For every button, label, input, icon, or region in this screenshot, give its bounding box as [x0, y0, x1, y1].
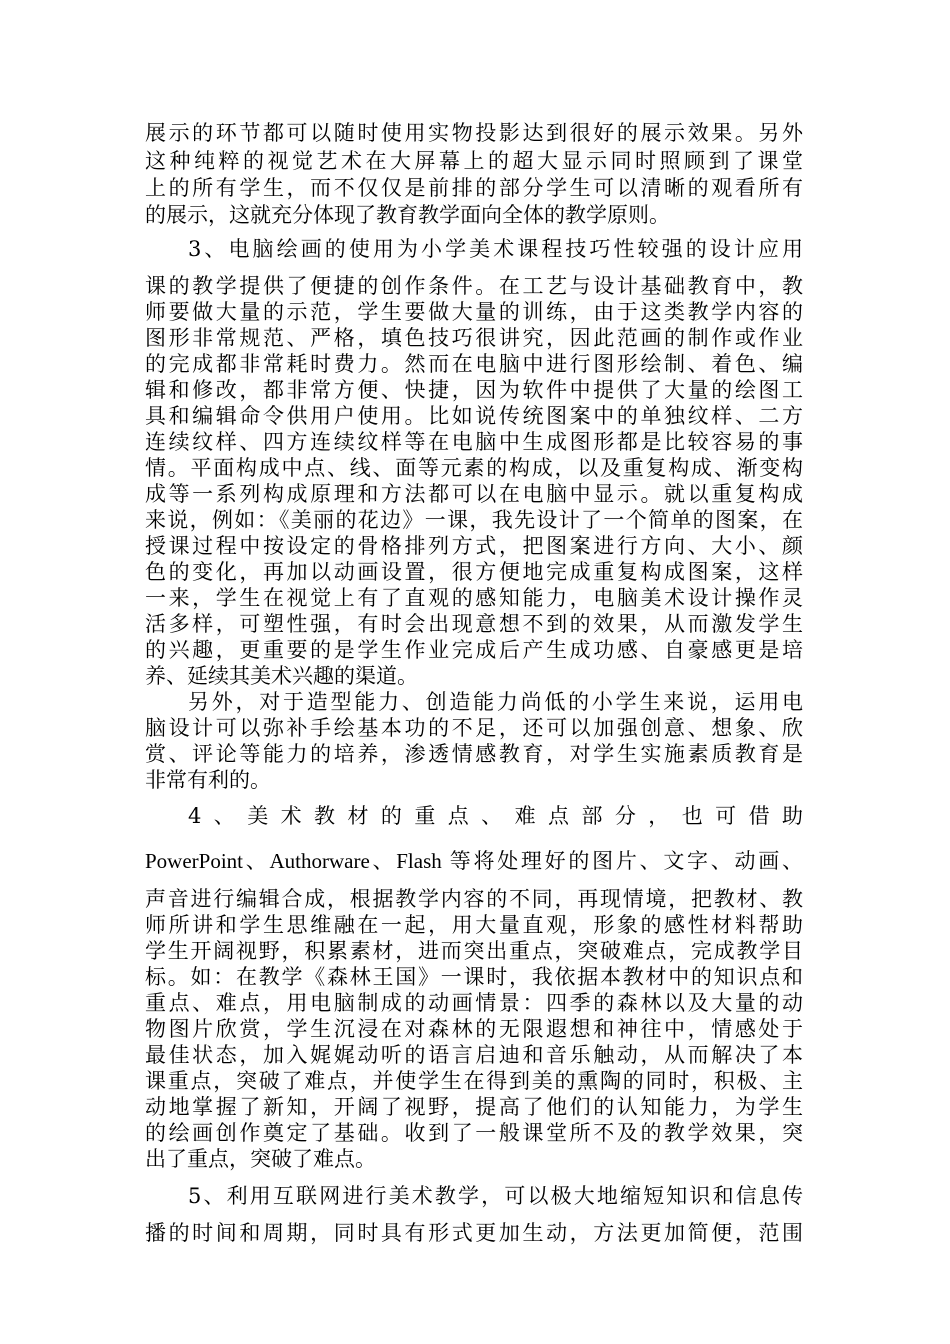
- text-line: 的兴趣，更重要的是学生作业完成后产生成功感、自豪感更是培: [145, 638, 803, 662]
- text-line: 出了重点，突破了难点。: [145, 1147, 376, 1171]
- text-line: PowerPoint、Authorware、Flash 等将处理好的图片、文字、动画、: [145, 849, 803, 873]
- text-line: 具和编辑命令供用户使用。比如说传统图案中的单独纹样、二方: [145, 404, 803, 428]
- text-line: 的展示，这就充分体现了教育教学面向全体的教学原则。: [145, 203, 670, 227]
- text-line: 另外，对于造型能力、创造能力尚低的小学生来说，运用电: [188, 690, 803, 714]
- text-line: 成等一系列构成原理和方法都可以在电脑中显示。就以重复构成: [145, 482, 803, 506]
- text-line: 授课过程中按设定的骨格排列方式，把图案进行方向、大小、颜: [145, 534, 803, 558]
- text-line: 标。如：在教学《森林王国》一课时，我依据本教材中的知识点和: [145, 965, 803, 989]
- text-line: 色的变化，再加以动画设置，很方便地完成重复构成图案，这样: [145, 560, 803, 584]
- text-line: 养、延续其美术兴趣的渠道。: [145, 664, 418, 688]
- paragraph-heading-4: 4、美术教材的重点、难点部分，也可借助: [188, 804, 803, 828]
- text-line: 声音进行编辑合成，根据教学内容的不同，再现情境，把教材、教: [145, 887, 803, 911]
- text-line: 图形非常规范、严格，填色技巧很讲究，因此范画的制作或作业: [145, 326, 803, 350]
- text-line: 辑和修改，都非常方便、快捷，因为软件中提供了大量的绘图工: [145, 378, 803, 402]
- text-line: 学生开阔视野，积累素材，进而突出重点，突破难点，完成教学目: [145, 939, 803, 963]
- paragraph-heading-5: 5、利用互联网进行美术教学，可以极大地缩短知识和信息传: [188, 1184, 803, 1208]
- text-line: 非常有利的。: [145, 768, 271, 792]
- text-line: 课重点，突破了难点，并使学生在得到美的熏陶的同时，积极、主: [145, 1069, 803, 1093]
- text-line: 物图片欣赏，学生沉浸在对森林的无限遐想和神往中，情感处于: [145, 1017, 803, 1041]
- text-line: 情。平面构成中点、线、面等元素的构成，以及重复构成、渐变构: [145, 456, 803, 480]
- text-line: 动地掌握了新知，开阔了视野，提高了他们的认知能力，为学生: [145, 1095, 803, 1119]
- text-line: 播的时间和周期，同时具有形式更加生动，方法更加简便，范围: [145, 1221, 803, 1245]
- text-line: 这种纯粹的视觉艺术在大屏幕上的超大显示同时照顾到了课堂: [145, 149, 803, 173]
- text-line: 的完成都非常耗时费力。然而在电脑中进行图形绘制、着色、编: [145, 352, 803, 376]
- text-line: 师所讲和学生思维融在一起，用大量直观，形象的感性材料帮助: [145, 913, 803, 937]
- text-line: 课的教学提供了便捷的创作条件。在工艺与设计基础教育中，教: [145, 274, 803, 298]
- text-line: 脑设计可以弥补手绘基本功的不足，还可以加强创意、想象、欣: [145, 716, 803, 740]
- text-line: 展示的环节都可以随时使用实物投影达到很好的展示效果。另外: [145, 121, 803, 145]
- text-line: 一来，学生在视觉上有了直观的感知能力，电脑美术设计操作灵: [145, 586, 803, 610]
- text-line: 来说，例如：《美丽的花边》一课，我先设计了一个简单的图案，在: [145, 508, 803, 532]
- text-line: 的绘画创作奠定了基础。收到了一般课堂所不及的教学效果，突: [145, 1121, 803, 1145]
- text-line: 师要做大量的示范，学生要做大量的训练，由于这类教学内容的: [145, 300, 803, 324]
- text-line: 活多样，可塑性强，有时会出现意想不到的效果，从而激发学生: [145, 612, 803, 636]
- text-line: 上的所有学生，而不仅仅是前排的部分学生可以清晰的观看所有: [145, 176, 803, 200]
- text-line: 连续纹样、四方连续纹样等在电脑中生成图形都是比较容易的事: [145, 430, 803, 454]
- text-line: 最佳状态，加入娓娓动听的语言启迪和音乐触动，从而解决了本: [145, 1043, 803, 1067]
- paragraph-heading-3: 3、电脑绘画的使用为小学美术课程技巧性较强的设计应用: [188, 237, 803, 261]
- text-line: 赏、评论等能力的培养，渗透情感教育，对学生实施素质教育是: [145, 742, 803, 766]
- text-line: 重点、难点，用电脑制成的动画情景：四季的森林以及大量的动: [145, 991, 803, 1015]
